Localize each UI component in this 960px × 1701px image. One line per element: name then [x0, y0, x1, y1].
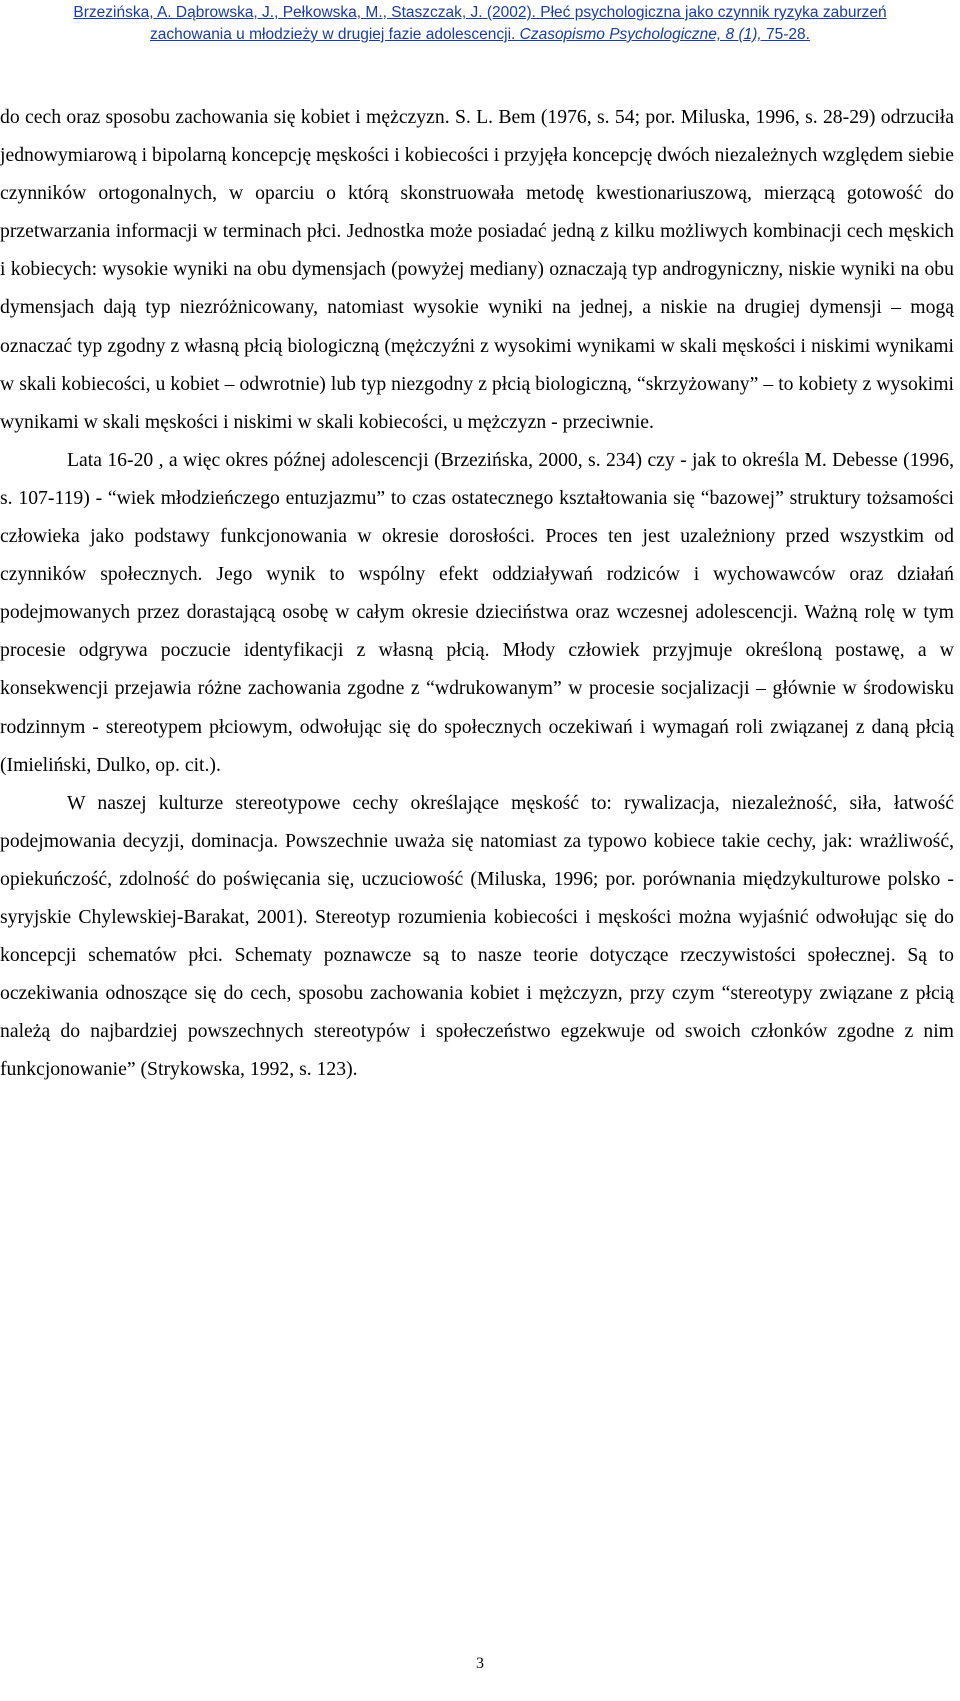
header-citation-authors: Brzezińska, A. Dąbrowska, J., Pełkowska, M., Staszczak, J. (2002). Płeć psychologiczna jako czynnik ryzyka zaburzeń	[73, 4, 887, 21]
header-line-2	[0, 24, 960, 46]
page-number: 3	[476, 1655, 484, 1672]
paragraph-1: do cech oraz sposobu zachowania się kobiet i mężczyzn. S. L. Bem (1976, s. 54; por. Miluska, 1996, s. 28-29) odrzuciła jednowymiarową i bipolarną koncepcję męskości i kobiecości i przyjęła koncepcję dwóch niezależnych względem siebie czynników ortogonalnych, w oparciu o którą skonstruowała metodę kwestionariuszową, mierzącą gotowość do przetwarzania informacji w terminach płci. Jednostka może posiadać jedną z kilku możliwych kombinacji cech męskich i kobiecych: wysokie wyniki na obu dymensjach (powyżej mediany) oznaczają typ androgyniczny, niskie wyniki na obu dymensjach dają typ niezróżnicowany, natomiast wysokie wyniki na jednej, a niskie na drugiej dymensji – mogą oznaczać typ zgodny z własną płcią biologiczną (mężczyźni z wysokimi wynikami w skali męskości i niskimi wynikami w skali kobiecości, u kobiet – odwrotnie) lub typ niezgodny z płcią biologiczną, “skrzyżowany” – to kobiety z wysokimi wynikami w skali męskości i niskimi w skali kobiecości, u mężczyzn - przeciwnie.	[0, 106, 954, 433]
header-citation-journal: Czasopismo Psychologiczne, 8 (1),	[519, 26, 762, 43]
header-citation-title: zachowania u młodzieży w drugiej fazie adolescencji.	[150, 26, 520, 43]
running-header	[0, 2, 960, 46]
header-line-1	[0, 2, 960, 24]
body-text	[0, 98, 954, 1088]
header-citation-pages: 75-28.	[761, 26, 810, 43]
paragraph-2: Lata 16-20 , a więc okres późnej adolescencji (Brzezińska, 2000, s. 234) czy - jak to określa M. Debesse (1996, s. 107-119) - “wiek młodzieńczego entuzjazmu” to czas ostatecznego kształtowania się “bazowej” struktury tożsamości człowieka jako podstawy funkcjonowania w okresie dorosłości. Proces ten jest uzależniony przed wszystkim od czynników społecznych. Jego wynik to wspólny efekt oddziaływań rodziców i wychowawców oraz działań podejmowanych przez dorastającą osobę w całym okresie dzieciństwa oraz wczesnej adolescencji. Ważną rolę w tym procesie odgrywa poczucie identyfikacji z własną płcią. Młody człowiek przyjmuje określoną postawę, a w konsekwencji przejawia różne zachowania zgodne z “wdrukowanym” w procesie socjalizacji – głównie w środowisku rodzinnym - stereotypem płciowym, odwołując się do społecznych oczekiwań i wymagań roli związanej z daną płcią (Imieliński, Dulko, op. cit.).	[0, 448, 954, 776]
paragraph-3: W naszej kulturze stereotypowe cechy określające męskość to: rywalizacja, niezależność, siła, łatwość podejmowania decyzji, dominacja. Powszechnie uważa się natomiast za typowo kobiece takie cechy, jak: wrażliwość, opiekuńczość, zdolność do poświęcania się, uczuciowość (Miluska, 1996; por. porównania międzykulturowe polsko - syryjskie Chylewskiej-Barakat, 2001). Stereotyp rozumienia kobiecości i męskości można wyjaśnić odwołując się do koncepcji schematów płci. Schematy poznawcze są to nasze teorie dotyczące rzeczywistości społecznej. Są to oczekiwania odnoszące się do cech, sposobu zachowania kobiet i mężczyzn, przy czym “stereotypy związane z płcią należą do najbardziej powszechnych stereotypów i społeczeństwo egzekwuje od swoich członków zgodne z nim funkcjonowanie” (Strykowska, 1992, s. 123).	[0, 791, 954, 1081]
